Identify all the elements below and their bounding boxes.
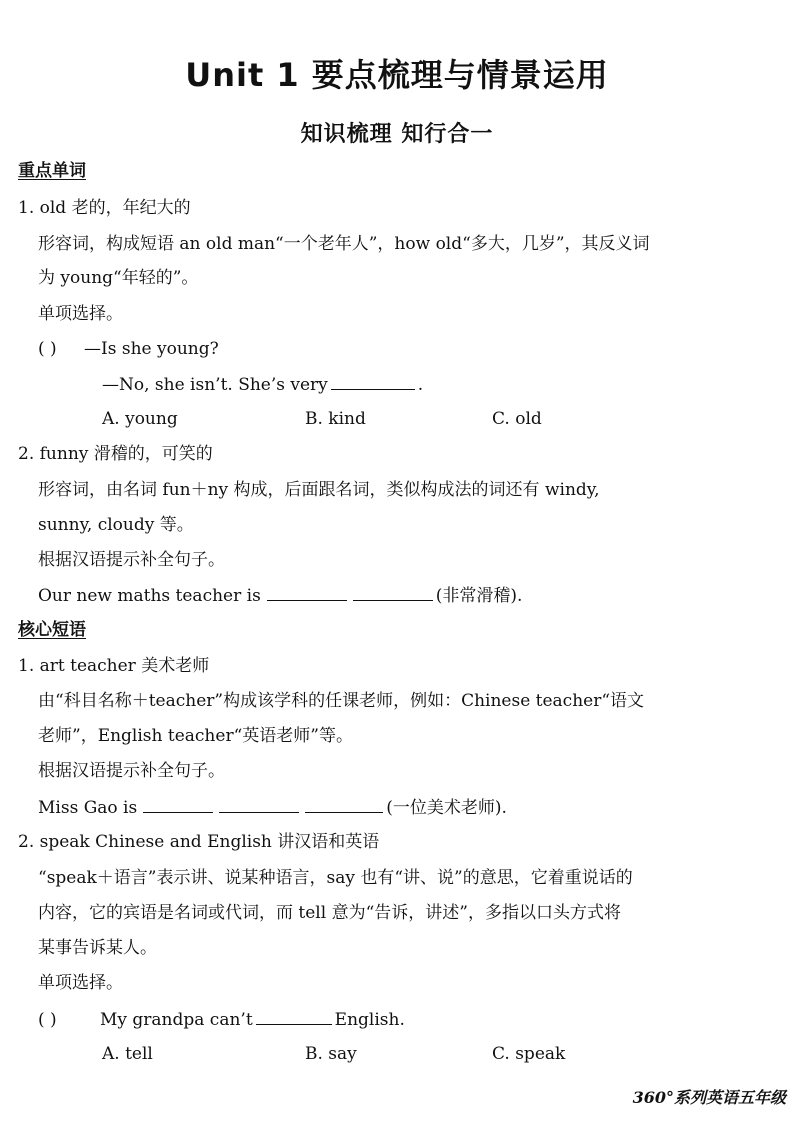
- question-text: Miss Gao is: [38, 798, 138, 818]
- answer-text: —No, she isn’t. She’s very: [102, 375, 328, 395]
- phrase-2-option-b: B. say: [305, 1044, 357, 1064]
- word-1-option-a: A. young: [102, 409, 178, 429]
- word-1-answer: [102, 373, 423, 396]
- answer-blank[interactable]: [256, 1008, 332, 1025]
- word-1-desc-line-1: 形容词，构成短语 an old man“一个老年人”，how old“多大，几岁”，其反义词: [38, 234, 650, 254]
- word-2-desc-line-2: sunny, cloudy 等。: [38, 515, 194, 535]
- phrase-2-task: 单项选择。: [38, 973, 123, 993]
- answer-parentheses: ( ): [38, 1010, 57, 1030]
- word-1-desc-line-2: 为 young“年轻的”。: [38, 268, 199, 288]
- answer-punct: .: [417, 375, 424, 395]
- word-1-option-b: B. kind: [305, 409, 366, 429]
- word-1-option-c: C. old: [492, 409, 542, 429]
- answer-blank[interactable]: [267, 584, 347, 601]
- phrase-1-desc-line-2: 老师”，English teacher“英语老师”等。: [38, 726, 353, 746]
- page-title: Unit 1 要点梳理与情景运用: [185, 56, 609, 94]
- answer-blank[interactable]: [331, 373, 415, 390]
- answer-blank[interactable]: [305, 796, 383, 813]
- phrase-2-heading: 2. speak Chinese and English 讲汉语和英语: [18, 832, 380, 852]
- phrase-2-desc-line-2: 内容，它的宾语是名词或代词，而 tell 意为“告诉，讲述”，多指以口头方式将: [38, 903, 621, 923]
- question-text: My grandpa can’t: [100, 1010, 253, 1030]
- answer-blank[interactable]: [219, 796, 299, 813]
- phrase-2-desc-line-3: 某事告诉某人。: [38, 938, 157, 958]
- section-heading-words: 重点单词: [18, 161, 86, 181]
- question-hint: (一位美术老师).: [386, 798, 507, 818]
- page-subtitle: 知识梳理 知行合一: [300, 122, 494, 147]
- word-2-question: [38, 584, 522, 607]
- word-2-task: 根据汉语提示补全句子。: [38, 550, 225, 570]
- question-text: —Is she young?: [84, 339, 219, 359]
- phrase-2-desc-line-1: “speak＋语言”表示讲、说某种语言，say 也有“讲、说”的意思，它着重说话的: [38, 868, 633, 888]
- answer-parentheses: ( ): [38, 339, 57, 359]
- footer-series-label: 360°系列英语五年级: [632, 1088, 786, 1107]
- phrase-2-option-a: A. tell: [102, 1044, 153, 1064]
- phrase-1-question: [38, 796, 507, 819]
- word-1-question: [38, 338, 219, 360]
- phrase-2-question: [38, 1008, 405, 1031]
- question-text: Our new maths teacher is: [38, 586, 261, 606]
- word-2-desc-line-1: 形容词，由名词 fun＋ny 构成，后面跟名词，类似构成法的词还有 windy,: [38, 480, 600, 500]
- question-text-end: English.: [334, 1010, 405, 1030]
- word-1-heading: 1. old 老的，年纪大的: [18, 198, 191, 218]
- phrase-1-heading: 1. art teacher 美术老师: [18, 656, 210, 676]
- word-1-task: 单项选择。: [38, 304, 123, 324]
- phrase-1-task: 根据汉语提示补全句子。: [38, 761, 225, 781]
- section-heading-phrases: 核心短语: [18, 620, 86, 640]
- answer-blank[interactable]: [143, 796, 213, 813]
- question-hint: (非常滑稽).: [435, 586, 523, 606]
- answer-blank[interactable]: [353, 584, 433, 601]
- phrase-2-option-c: C. speak: [492, 1044, 566, 1064]
- word-2-heading: 2. funny 滑稽的，可笑的: [18, 444, 213, 464]
- phrase-1-desc-line-1: 由“科目名称＋teacher”构成该学科的任课老师，例如：Chinese teacher“语文: [38, 691, 645, 711]
